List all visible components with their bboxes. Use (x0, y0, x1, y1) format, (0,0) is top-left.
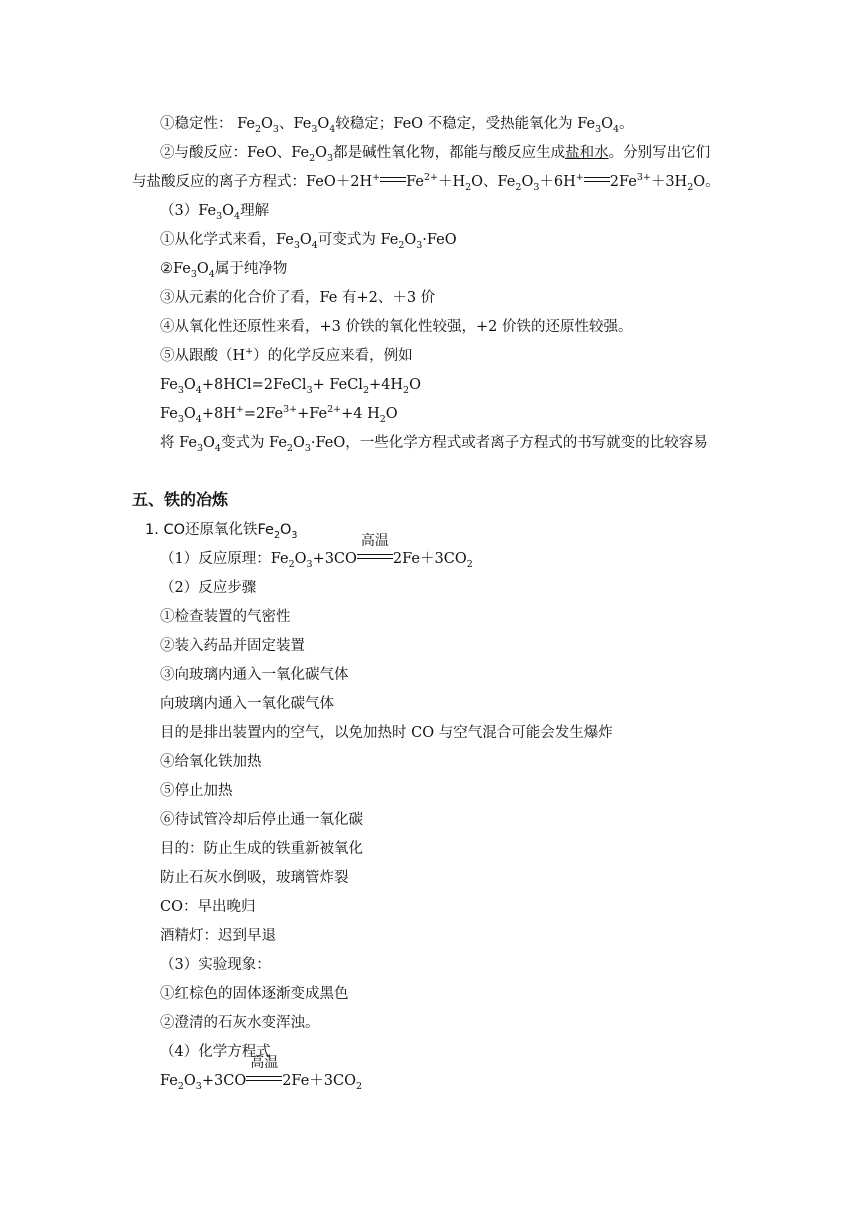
stability-line: ①稳定性： $Fe_2O_3$、$Fe_3O_4$较稳定；FeO 不稳定，受热能氧化为 $Fe_3O_4$。 (160, 116, 634, 135)
acid-reaction-line-1: ②与酸反应：FeO、$Fe_2O_3$都是碱性氧化物，都能与酸反应生成盐和水。分别写出它们 (160, 145, 711, 164)
understanding-item-4: ④从氧化性还原性来看，+3 价铁的氧化性较强，+2 价铁的还原性较强。 (160, 319, 633, 335)
co-reduction-title: 1. CO还原氧化铁$Fe_2O_3$ (145, 522, 298, 541)
co-mnemonic: CO：早出晚归 (160, 899, 256, 915)
section-heading-iron-smelting: 五、铁的冶炼 (132, 490, 229, 509)
understanding-item-5: ⑤从跟酸（H+）的化学反应来看，例如 (160, 346, 413, 364)
equation-hcl: $Fe_3O_4+8HCl=2FeCl_3+$ $FeCl_2+4H_2O$ (160, 377, 421, 396)
understanding-item-2: $②Fe_3O_4$属于纯净物 (160, 261, 288, 280)
phenomenon-2: ②澄清的石灰水变浑浊。 (160, 1015, 320, 1031)
high-temp-condition: 高温 (246, 1071, 282, 1091)
equals-sign-icon (380, 177, 406, 182)
step-2: ②装入药品并固定装置 (160, 638, 305, 654)
salt-and-water-underlined: 盐和水 (565, 145, 609, 161)
subsection-3-title: $(3)Fe_3O_4$理解 (160, 203, 270, 222)
equation-ionic: $Fe_3O_4+8H^+=2Fe^{3+}+Fe^{2+}+4$ $H_2O$ (160, 404, 398, 425)
understanding-item-1: ①从化学式来看，$Fe_3O_4$可变式为 $Fe_2O_3\cdot FeO$ (160, 232, 457, 251)
step-1: ①检查装置的气密性 (160, 609, 291, 625)
phenomenon-1: ①红棕色的固体逐渐变成黑色 (160, 986, 349, 1002)
reaction-steps-title: （2）反应步骤 (160, 580, 257, 596)
conversion-note: 将 $Fe_3O_4$变式为 $Fe_2O_3\cdot FeO$，一些化学方程式或者离子方程式的书写就变的比较容易 (160, 435, 708, 454)
phenomena-title: （3）实验现象： (160, 957, 271, 973)
step-6-purpose: 目的：防止生成的铁重新被氧化 (160, 841, 363, 857)
chemical-equation-title: （4）化学方程式 (160, 1044, 271, 1060)
acid-reaction-line-2: 与盐酸反应的离子方程式：FeO＋2H+ $Fe^{2+}+H_2O$、$Fe_2O_3+6H^+$ $2Fe^{3+}+3H_2O$。 (132, 172, 720, 193)
step-6: ⑥待试管冷却后停止通一氧化碳 (160, 812, 363, 828)
step-3: ③向玻璃内通入一氧化碳气体 (160, 667, 349, 683)
step-3-repeat: 向玻璃内通入一氧化碳气体 (160, 696, 334, 712)
understanding-item-3: ③从元素的化合价了看，Fe 有+2、＋3 价 (160, 290, 436, 306)
step-6-purpose-2: 防止石灰水倒吸，玻璃管炸裂 (160, 870, 349, 886)
step-4: ④给氧化铁加热 (160, 754, 262, 770)
step-5: ⑤停止加热 (160, 783, 233, 799)
reaction-principle: （1）反应原理：$Fe_2O_3+3CO$ 高温 $2Fe+3CO_2$ (160, 533, 473, 570)
lamp-mnemonic: 酒精灯：迟到早退 (160, 928, 276, 944)
step-3-purpose: 目的是排出装置内的空气，以免加热时 CO 与空气混合可能会发生爆炸 (160, 725, 613, 741)
chemical-equation: $Fe_2O_3+3CO$ 高温 $2Fe+3CO_2$ (160, 1055, 363, 1092)
high-temp-condition: 高温 (357, 549, 393, 569)
equals-sign-icon (584, 177, 610, 182)
